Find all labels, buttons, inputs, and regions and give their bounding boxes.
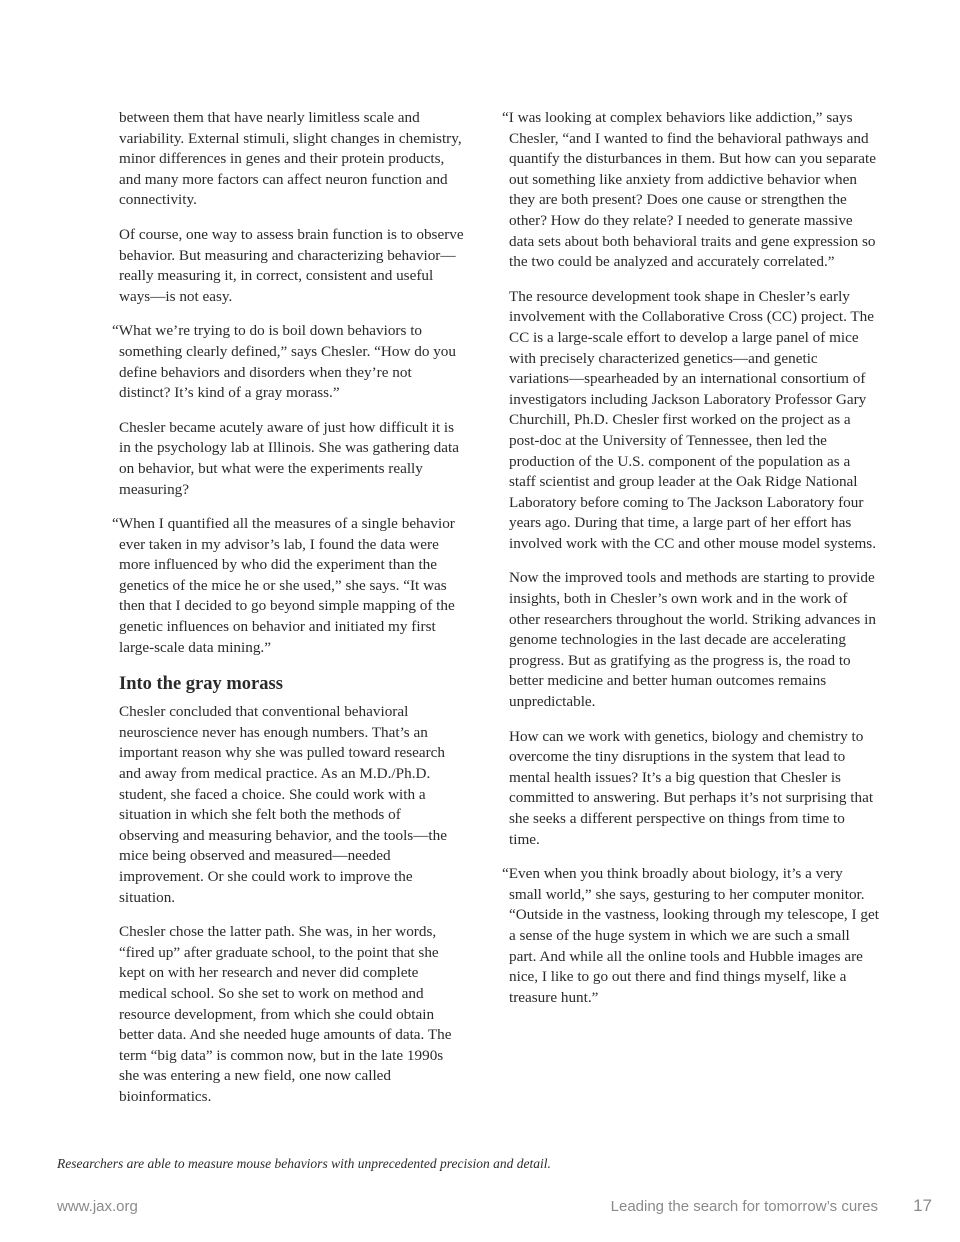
left-column <box>112 108 464 1122</box>
image-caption: Researchers are able to measure mouse behaviors with unprecedented precision and detail. <box>57 1156 551 1171</box>
right-paragraph-3: Now the improved tools and methods are starting to provide insights, both in Chesler’s own work and in the work of other researchers throughout the world. Striking advances in genome technologies in the last decade are accelerating progress. But as gratifying as the progress is, the road to better medicine and better human outcomes remains unpredictable. <box>509 569 876 711</box>
right-paragraph-1: “I was looking at complex behaviors like addiction,” says Chesler, “and I wanted to find the behavioral pathways and quantify the disturbances in them. But how can you separate out something like anxiety from addictive behavior when they are both present? Does one cause or strengthen the other? How do they relate? I needed to generate massive data sets about both behavioral traits and gene expression so the two could be analyzed and accurately correlated.” <box>502 109 876 271</box>
left-paragraph-5: “When I quantified all the measures of a single behavior ever taken in my advisor’s lab, I found the data were more influenced by who did the experiment than the genetics of the mice he or she used,” she says. “It was then that I decided to go beyond simple mapping of the genetic influences on behavior and initiated my first large-scale data mining.” <box>112 515 455 656</box>
left-paragraph-3: “What we’re trying to do is boil down behaviors to something clearly defined,” says Chesler. “How do you define behaviors and disorders when they’re not distinct? It’s kind of a gray morass.” <box>112 322 456 402</box>
left-paragraph-7: Chesler chose the latter path. She was, in her words, “fired up” after graduate school, to the point that she kept on with her research and never did complete medical school. So she set to work on method and resource development, from which she could obtain better data. And she needed huge amounts of data. The term “big data” is common now, but in the late 1990s she was entering a new field, one now called bioinformatics. <box>119 923 452 1105</box>
left-paragraph-4: Chesler became acutely aware of just how difficult it is in the psychology lab at Illinois. She was gathering data on behavior, but what were the experiments really measuring? <box>119 418 459 498</box>
section-heading: Into the gray morass <box>119 674 283 695</box>
right-paragraph-4: How can we work with genetics, biology and chemistry to overcome the tiny disruptions in the system that lead to mental health issues? It’s a big question that Chesler is committed to answering. But perhaps it’s not surprising that she seeks a different perspective on things from time to time. <box>509 727 874 848</box>
right-column <box>502 108 879 1022</box>
page-number: 17 <box>913 1196 932 1215</box>
left-paragraph-6: Chesler concluded that conventional behavioral neuroscience never has enough numbers. That’s an important reason why she was pulled toward research and away from medical practice. As an M.D./Ph.D. student, she faced a choice. She could work with a situation in which she felt both the methods of observing and measuring behavior, and the tools—the mice being observed and measured—needed improvement. Or she could work to improve the situation. <box>119 703 447 906</box>
left-paragraph-1: between them that have nearly limitless scale and variability. External stimuli, slight changes in chemistry, minor differences in genes and their protein products, and many more factors can affect neuron function and connectivity. <box>119 109 462 209</box>
footer-url[interactable]: www.jax.org <box>57 1198 138 1215</box>
right-paragraph-5: “Even when you think broadly about biology, it’s a very small world,” she says, gesturing to her computer monitor. “Outside in the vastness, looking through my telescope, I get a sense of the huge system in which we are such a small part. And while all the online tools and Hubble images are nice, I like to go out there and find things myself, like a treasure hunt.” <box>502 865 879 1006</box>
left-paragraph-2: Of course, one way to assess brain function is to observe behavior. But measuring and characterizing behavior—really measuring it, in correct, consistent and useful ways—is not easy. <box>119 225 464 305</box>
footer-title: Leading the search for tomorrow’s cures <box>610 1198 878 1215</box>
right-paragraph-2: The resource development took shape in Chesler’s early involvement with the Collaborative Cross (CC) project. The CC is a large-scale effort to develop a large panel of mice with precisely characterized genetics—and genetic variations—spearheaded by an international consortium of investigators including Jackson Laboratory Professor Gary Churchill, Ph.D. Chesler first worked on the project as a post-doc at the University of Tennessee, then led the production of the U.S. component of the population as a staff scientist and group leader at the Oak Ridge National Laboratory before coming to The Jackson Laboratory four years ago. During that time, a large part of her effort has involved work with the CC and other mouse model systems. <box>509 287 876 552</box>
